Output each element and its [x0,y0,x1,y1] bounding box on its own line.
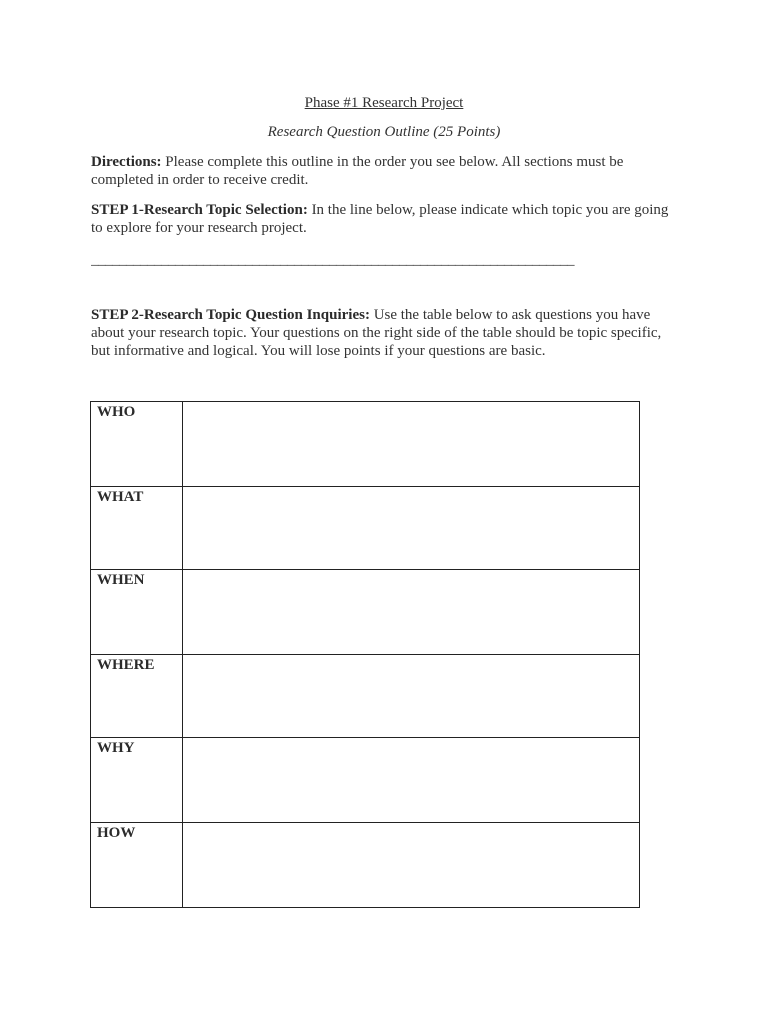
question-table [90,401,640,908]
answer-cell-where[interactable] [183,655,640,738]
step1-text: In the line below, please indicate which topic you are going to explore for your research project. [91,202,669,236]
directions-paragraph [91,153,681,189]
answer-cell-who[interactable] [183,402,640,487]
answer-cell-what[interactable] [183,487,640,570]
row-label-what: WHAT [91,487,183,570]
table-row [91,823,640,908]
table-row [91,655,640,738]
document-subtitle: Research Question Outline (25 Points) [267,124,501,140]
row-label-why: WHY [91,738,183,823]
answer-cell-how[interactable] [183,823,640,908]
table-row [91,487,640,570]
row-label-when: WHEN [91,570,183,655]
step2-paragraph [91,306,681,360]
answer-cell-when[interactable] [183,570,640,655]
step1-label: STEP 1-Research Topic Selection: [91,202,308,218]
row-label-where: WHERE [91,655,183,738]
row-label-who: WHO [91,402,183,487]
document-title: Phase #1 Research Project [304,95,464,111]
topic-answer-line[interactable]: _____________________________________________________________________ [91,252,574,268]
directions-label: Directions: [91,154,162,170]
answer-cell-why[interactable] [183,738,640,823]
step2-text: Use the table below to ask questions you have about your research topic. Your questions on the right side of the table should be topic specific, but informative and logical. You will lose points if your questions are basic. [91,307,662,359]
table-row [91,738,640,823]
directions-text: Please complete this outline in the order you see below. All sections must be completed in order to receive credit. [91,154,624,188]
table-row [91,402,640,487]
row-label-how: HOW [91,823,183,908]
table-row [91,570,640,655]
step1-paragraph [91,201,681,237]
step2-label: STEP 2-Research Topic Question Inquiries: [91,307,370,323]
